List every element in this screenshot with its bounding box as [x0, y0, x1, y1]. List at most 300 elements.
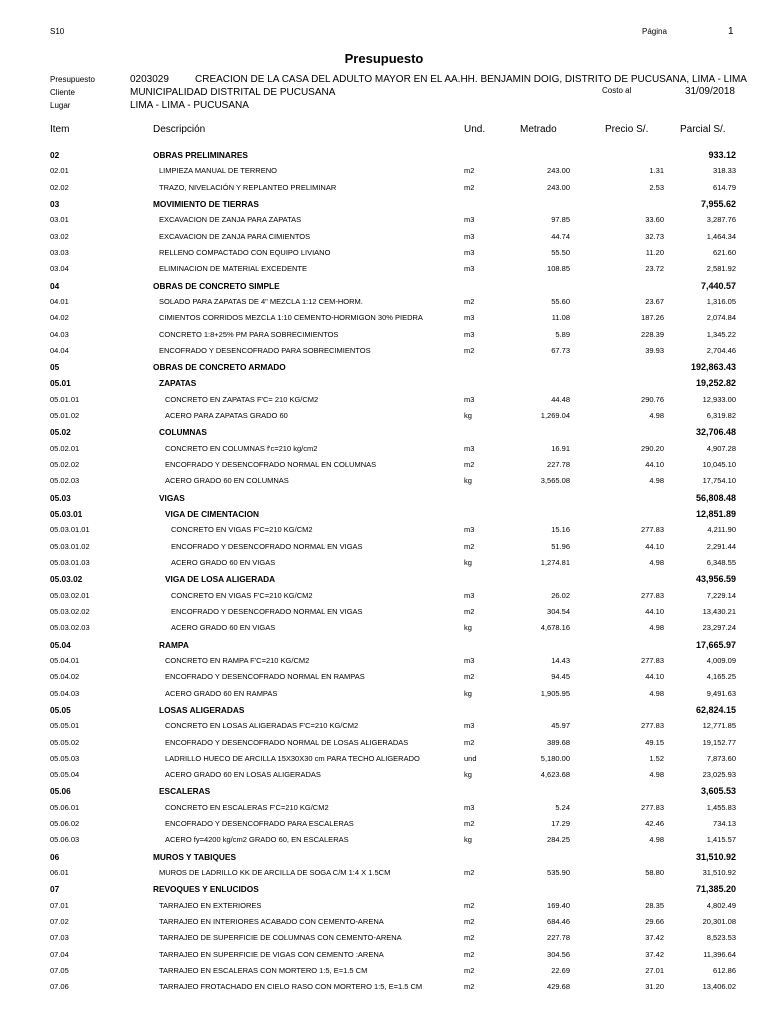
item-description: ZAPATAS: [159, 378, 197, 389]
item-description: MOVIMIENTO DE TIERRAS: [153, 198, 259, 209]
item-description: ENCOFRADO Y DESENCOFRADO NORMAL EN RAMPAS: [165, 672, 365, 682]
table-row: [0, 460, 768, 474]
table-row: [0, 868, 768, 882]
item-metrado: 1,274.81: [540, 558, 570, 567]
item-parcial: 12,771.85: [702, 721, 736, 731]
table-row: [0, 297, 768, 311]
table-row: [0, 183, 768, 197]
item-metrado: 1,269.04: [540, 411, 570, 421]
item-parcial: 9,491.63: [706, 688, 736, 698]
item-parcial: 19,152.77: [702, 737, 736, 747]
item-metrado: 11.08: [551, 313, 570, 323]
item-unit: m3: [464, 264, 475, 274]
item-description: MUROS DE LADRILLO KK DE ARCILLA DE SOGA C/M 1:4 X 1.5CM: [159, 868, 391, 878]
item-unit: m2: [464, 966, 475, 975]
item-unit: m2: [464, 933, 475, 943]
item-metrado: 55.60: [551, 296, 570, 306]
item-precio: 4.98: [649, 411, 664, 421]
item-description: VIGA DE LOSA ALIGERADA: [165, 574, 276, 585]
item-unit: m2: [464, 182, 475, 192]
item-code: 04.01: [50, 296, 69, 306]
item-unit: kg: [464, 770, 472, 780]
item-code: 05.02.01: [50, 443, 80, 453]
item-unit: m3: [464, 313, 475, 323]
item-description: CONCRETO EN ZAPATAS F'C= 210 KG/CM2: [165, 394, 319, 404]
item-unit: m3: [464, 655, 475, 665]
item-metrado: 94.45: [551, 672, 570, 682]
item-parcial: 933.12: [708, 150, 736, 160]
item-unit: m2: [464, 900, 475, 910]
item-precio: 290.20: [641, 443, 664, 453]
item-precio: 228.39: [641, 329, 664, 339]
item-unit: und: [464, 753, 477, 763]
item-metrado: 51.96: [551, 541, 570, 551]
item-metrado: 108.85: [547, 264, 570, 274]
item-description: ENCOFRADO Y DESENCOFRADO NORMAL EN VIGAS: [171, 606, 363, 616]
item-precio: 42.46: [645, 819, 664, 829]
page-title: Presupuesto: [344, 51, 424, 66]
item-metrado: 4,623.68: [540, 770, 570, 780]
item-code: 07.05: [50, 966, 69, 975]
table-row: [0, 362, 768, 376]
item-description: LADRILLO HUECO DE ARCILLA 15X30X30 cm PARA TECHO ALIGERADO: [165, 753, 420, 763]
item-parcial: 12,933.00: [702, 394, 736, 404]
item-precio: 28.35: [645, 900, 664, 910]
table-row: [0, 542, 768, 556]
presupuesto-label: Presupuesto: [50, 75, 95, 84]
table-row: [0, 852, 768, 866]
item-parcial: 17,665.97: [695, 639, 736, 650]
item-precio: 4.98: [649, 835, 664, 845]
item-description: ACERO GRADO 60 EN RAMPAS: [165, 688, 278, 698]
item-unit: m3: [464, 394, 475, 404]
item-description: TARRAJEO EN SUPERFICIE DE VIGAS CON CEMENTO :ARENA: [159, 949, 384, 959]
item-parcial: 62,824.15: [695, 704, 736, 715]
item-description: CONCRETO EN VIGAS F'C=210 KG/CM2: [171, 525, 313, 535]
item-code: 05.02.03: [50, 476, 80, 486]
item-code: 05.01.02: [50, 411, 80, 421]
item-unit: m3: [464, 231, 475, 241]
item-description: TRAZO, NIVELACIÓN Y REPLANTEO PRELIMINAR: [159, 182, 337, 192]
table-row: [0, 705, 768, 719]
item-precio: 1.31: [649, 166, 664, 176]
column-header-und: Und.: [464, 124, 486, 135]
item-precio: 4.98: [649, 623, 664, 633]
table-row: [0, 738, 768, 752]
item-code: 05.05.04: [50, 770, 80, 780]
item-code: 05.03.01.02: [50, 541, 90, 551]
item-unit: m2: [464, 949, 475, 959]
cliente-value: MUNICIPALIDAD DISTRITAL DE PUCUSANA: [130, 87, 336, 98]
table-row: [0, 395, 768, 409]
item-code: 07.06: [50, 982, 69, 992]
item-unit: m2: [464, 819, 475, 829]
item-parcial: 614.79: [713, 182, 736, 192]
column-header-item: Item: [50, 124, 70, 135]
item-unit: m3: [464, 329, 475, 339]
table-row: [0, 525, 768, 539]
item-parcial: 20,301.08: [702, 917, 736, 927]
item-description: TARRAJEO EN ESCALERAS CON MORTERO 1:5, E=1.5 CM: [159, 966, 368, 975]
item-unit: m2: [464, 541, 475, 551]
item-description: ACERO fy=4200 kg/cm2 GRADO 60, EN ESCALERAS: [165, 835, 349, 845]
item-description: ACERO GRADO 60 EN COLUMNAS: [165, 476, 289, 486]
item-precio: 4.98: [649, 558, 664, 567]
item-code: 03.02: [50, 231, 69, 241]
item-parcial: 8,523.53: [706, 933, 736, 943]
table-row: [0, 378, 768, 392]
item-metrado: 304.54: [547, 606, 570, 616]
item-code: 05.03.02.01: [50, 590, 90, 600]
item-code: 05.06.02: [50, 819, 80, 829]
item-metrado: 535.90: [547, 868, 570, 878]
item-parcial: 4,211.90: [707, 525, 736, 535]
item-parcial: 7,873.60: [706, 753, 736, 763]
item-code: 05.02: [50, 427, 71, 438]
presupuesto-code: 0203029: [130, 74, 169, 85]
item-description: VIGA DE CIMENTACION: [165, 509, 260, 520]
column-header-descripcion: Descripción: [153, 124, 206, 135]
item-description: EXCAVACION DE ZANJA PARA ZAPATAS: [159, 215, 302, 225]
item-code: 04.03: [50, 329, 69, 339]
item-parcial: 734.13: [713, 819, 736, 829]
item-metrado: 16.91: [551, 443, 570, 453]
item-unit: m2: [464, 606, 475, 616]
item-unit: m3: [464, 721, 475, 731]
table-row: [0, 232, 768, 246]
system-code: S10: [50, 27, 65, 36]
item-parcial: 6,348.55: [706, 558, 736, 567]
item-description: RELLENO COMPACTADO CON EQUIPO LIVIANO: [159, 247, 331, 257]
item-description: RAMPA: [159, 639, 189, 650]
item-parcial: 17,754.10: [702, 476, 736, 486]
item-parcial: 4,165.25: [706, 672, 736, 682]
item-parcial: 4,907.28: [706, 443, 736, 453]
table-row: [0, 835, 768, 849]
table-row: [0, 803, 768, 817]
item-code: 03.01: [50, 215, 69, 225]
column-header-metrado: Metrado: [520, 124, 557, 135]
item-precio: 37.42: [645, 933, 664, 943]
item-metrado: 26.02: [551, 590, 570, 600]
item-code: 06: [50, 851, 60, 862]
table-row: [0, 607, 768, 621]
table-row: [0, 330, 768, 344]
item-description: CONCRETO EN RAMPA F'C=210 KG/CM2: [165, 655, 310, 665]
costo-label: Costo al: [602, 86, 632, 95]
item-metrado: 15.16: [551, 525, 570, 535]
item-description: ACERO PARA ZAPATAS GRADO 60: [165, 411, 288, 421]
item-metrado: 227.78: [547, 460, 570, 470]
item-code: 07.03: [50, 933, 69, 943]
column-header-precio: Precio S/.: [605, 124, 649, 135]
item-description: TARRAJEO EN INTERIORES ACABADO CON CEMENTO-ARENA: [159, 917, 384, 927]
item-parcial: 612.86: [713, 966, 736, 975]
item-description: ACERO GRADO 60 EN VIGAS: [171, 623, 276, 633]
item-code: 05.05.02: [50, 737, 80, 747]
table-row: [0, 950, 768, 964]
item-metrado: 4,678.16: [540, 623, 570, 633]
item-precio: 1.52: [649, 753, 664, 763]
table-row: [0, 721, 768, 735]
table-row: [0, 444, 768, 458]
item-precio: 39.93: [645, 345, 664, 355]
table-row: [0, 640, 768, 654]
item-code: 05.06.01: [50, 802, 80, 812]
item-metrado: 97.85: [551, 215, 570, 225]
item-description: LOSAS ALIGERADAS: [159, 704, 245, 715]
item-parcial: 23,297.24: [702, 623, 736, 633]
column-header-parcial: Parcial S/.: [680, 124, 726, 135]
table-row: [0, 281, 768, 295]
item-metrado: 304.56: [547, 949, 570, 959]
item-parcial: 13,430.21: [702, 606, 736, 616]
item-code: 05.05.03: [50, 753, 80, 763]
item-parcial: 1,464.34: [706, 231, 736, 241]
table-row: [0, 264, 768, 278]
item-code: 05.01.01: [50, 394, 80, 404]
item-unit: m2: [464, 868, 475, 878]
item-unit: m2: [464, 982, 475, 992]
item-code: 05.03: [50, 492, 71, 503]
item-parcial: 56,808.48: [695, 492, 736, 503]
item-precio: 44.10: [645, 541, 664, 551]
table-row: [0, 558, 768, 572]
table-row: [0, 574, 768, 588]
item-parcial: 318.33: [713, 166, 736, 176]
item-code: 05.03.01: [50, 509, 83, 520]
item-description: ACERO GRADO 60 EN LOSAS ALIGERADAS: [165, 770, 321, 780]
item-code: 05: [50, 362, 60, 373]
item-parcial: 2,581.92: [706, 264, 736, 274]
item-description: ENCOFRADO Y DESENCOFRADO PARA SOBRECIMIENTOS: [159, 345, 371, 355]
item-parcial: 23,025.93: [702, 770, 736, 780]
item-description: SOLADO PARA ZAPATAS DE 4" MEZCLA 1:12 CEM-HORM.: [159, 296, 363, 306]
table-row: [0, 150, 768, 164]
item-precio: 23.72: [645, 264, 664, 274]
table-row: [0, 917, 768, 931]
item-description: TARRAJEO EN EXTERIORES: [159, 900, 262, 910]
item-code: 04.02: [50, 313, 69, 323]
item-precio: 277.83: [641, 655, 664, 665]
presupuesto-description: CREACION DE LA CASA DEL ADULTO MAYOR EN EL AA.HH. BENJAMIN DOIG, DISTRITO DE PUCUSANA, LIMA - LIMA: [195, 74, 747, 85]
table-row: [0, 754, 768, 768]
table-row: [0, 901, 768, 915]
item-metrado: 5.89: [555, 329, 570, 339]
item-parcial: 3,287.76: [706, 215, 736, 225]
table-row: [0, 689, 768, 703]
item-parcial: 2,704.46: [706, 345, 736, 355]
item-parcial: 31,510.92: [695, 851, 736, 862]
item-parcial: 1,415.57: [706, 835, 736, 845]
item-metrado: 169.40: [547, 900, 570, 910]
item-metrado: 429.68: [547, 982, 570, 992]
item-parcial: 1,345.22: [706, 329, 736, 339]
item-code: 02.01: [50, 166, 69, 176]
item-parcial: 43,956.59: [695, 574, 736, 585]
item-parcial: 13,406.02: [702, 982, 736, 992]
item-metrado: 389.68: [547, 737, 570, 747]
item-code: 06.01: [50, 868, 69, 878]
item-precio: 4.98: [649, 770, 664, 780]
item-description: CONCRETO EN LOSAS ALIGERADAS F'C=210 KG/CM2: [165, 721, 359, 731]
item-unit: m2: [464, 737, 475, 747]
item-parcial: 2,291.44: [706, 541, 736, 551]
table-row: [0, 672, 768, 686]
item-metrado: 284.25: [547, 835, 570, 845]
item-metrado: 44.74: [551, 231, 570, 241]
item-parcial: 31,510.92: [702, 868, 736, 878]
item-description: CIMIENTOS CORRIDOS MEZCLA 1:10 CEMENTO-HORMIGON 30% PIEDRA: [159, 313, 423, 323]
item-description: ENCOFRADO Y DESENCOFRADO NORMAL EN VIGAS: [171, 541, 363, 551]
item-precio: 277.83: [641, 590, 664, 600]
table-row: [0, 623, 768, 637]
item-metrado: 227.78: [547, 933, 570, 943]
item-description: CONCRETO EN VIGAS F'C=210 KG/CM2: [171, 590, 313, 600]
item-parcial: 2,074.84: [706, 313, 736, 323]
item-parcial: 7,955.62: [700, 198, 736, 209]
table-row: [0, 313, 768, 327]
item-description: ENCOFRADO Y DESENCOFRADO NORMAL EN COLUMNAS: [165, 460, 377, 470]
item-code: 05.05: [50, 704, 71, 715]
item-unit: m2: [464, 672, 475, 682]
item-code: 05.03.02.03: [50, 623, 90, 633]
page-number: 1: [728, 26, 734, 37]
table-row: [0, 476, 768, 490]
item-code: 03.03: [50, 247, 69, 257]
item-code: 02: [50, 150, 60, 160]
item-precio: 23.67: [645, 296, 664, 306]
item-code: 05.03.02.02: [50, 606, 90, 616]
item-precio: 33.60: [645, 215, 664, 225]
item-parcial: 11,396.64: [703, 949, 736, 959]
item-description: VIGAS: [159, 492, 185, 503]
item-description: CONCRETO EN COLUMNAS f'c=210 kg/cm2: [165, 443, 318, 453]
item-precio: 31.20: [645, 982, 664, 992]
table-row: [0, 786, 768, 800]
item-precio: 290.76: [641, 394, 664, 404]
item-parcial: 1,316.05: [706, 296, 736, 306]
item-precio: 44.10: [645, 606, 664, 616]
item-description: ESCALERAS: [159, 786, 211, 797]
item-unit: kg: [464, 623, 472, 633]
item-metrado: 22.69: [551, 966, 570, 975]
item-metrado: 1,905.95: [540, 688, 570, 698]
item-metrado: 44.48: [551, 394, 570, 404]
item-description: REVOQUES Y ENLUCIDOS: [153, 884, 259, 895]
item-description: EXCAVACION DE ZANJA PARA CIMIENTOS: [159, 231, 311, 241]
item-description: OBRAS PRELIMINARES: [153, 150, 248, 160]
item-unit: kg: [464, 476, 472, 486]
item-precio: 32.73: [645, 231, 664, 241]
item-code: 04.04: [50, 345, 69, 355]
item-precio: 4.98: [649, 688, 664, 698]
item-precio: 277.83: [641, 525, 664, 535]
item-precio: 187.26: [641, 313, 664, 323]
table-row: [0, 493, 768, 507]
table-row: [0, 427, 768, 441]
item-description: ACERO GRADO 60 EN VIGAS: [171, 558, 276, 567]
table-row: [0, 215, 768, 229]
item-parcial: 192,863.43: [690, 362, 736, 373]
table-row: [0, 966, 768, 980]
item-precio: 277.83: [641, 802, 664, 812]
item-code: 05.04.03: [50, 688, 80, 698]
item-unit: kg: [464, 835, 472, 845]
item-code: 05.04: [50, 639, 71, 650]
item-unit: m3: [464, 525, 475, 535]
table-row: [0, 166, 768, 180]
item-code: 07.04: [50, 949, 69, 959]
item-metrado: 5.24: [555, 802, 570, 812]
item-parcial: 71,385.20: [695, 884, 736, 895]
item-metrado: 17.29: [551, 819, 570, 829]
item-parcial: 7,229.14: [706, 590, 736, 600]
item-description: COLUMNAS: [159, 427, 207, 438]
item-unit: m2: [464, 917, 475, 927]
table-row: [0, 656, 768, 670]
table-row: [0, 248, 768, 262]
item-precio: 11.20: [645, 247, 664, 257]
item-metrado: 55.50: [551, 247, 570, 257]
item-code: 07: [50, 884, 60, 895]
item-precio: 27.01: [645, 966, 664, 975]
item-code: 05.06.03: [50, 835, 80, 845]
table-row: [0, 819, 768, 833]
item-metrado: 14.43: [551, 655, 570, 665]
cliente-label: Cliente: [50, 88, 75, 97]
item-metrado: 45.97: [551, 721, 570, 731]
item-metrado: 243.00: [547, 182, 570, 192]
item-unit: m3: [464, 443, 475, 453]
table-row: [0, 884, 768, 898]
item-unit: m3: [464, 247, 475, 257]
item-unit: m2: [464, 166, 475, 176]
item-metrado: 243.00: [547, 166, 570, 176]
item-parcial: 1,455.83: [706, 802, 736, 812]
item-code: 05.04.02: [50, 672, 80, 682]
item-description: ENCOFRADO Y DESENCOFRADO PARA ESCALERAS: [165, 819, 354, 829]
item-code: 03.04: [50, 264, 69, 274]
item-unit: kg: [464, 558, 472, 567]
item-unit: m2: [464, 296, 475, 306]
item-parcial: 10,045.10: [702, 460, 736, 470]
item-description: OBRAS DE CONCRETO SIMPLE: [153, 280, 280, 291]
item-parcial: 7,440.57: [700, 280, 736, 291]
item-description: TARRAJEO DE SUPERFICIE DE COLUMNAS CON CEMENTO-ARENA: [159, 933, 402, 943]
item-unit: m3: [464, 215, 475, 225]
item-metrado: 67.73: [551, 345, 570, 355]
item-parcial: 32,706.48: [695, 427, 736, 438]
table-row: [0, 199, 768, 213]
item-unit: m3: [464, 802, 475, 812]
item-parcial: 4,802.49: [706, 900, 736, 910]
item-code: 05.03.02: [50, 574, 83, 585]
table-row: [0, 411, 768, 425]
item-precio: 58.80: [645, 868, 664, 878]
item-code: 05.04.01: [50, 655, 80, 665]
item-code: 05.03.01.03: [50, 558, 90, 567]
item-code: 05.03.01.01: [50, 525, 90, 535]
item-description: CONCRETO EN ESCALERAS F'C=210 KG/CM2: [165, 802, 329, 812]
item-description: LIMPIEZA MANUAL DE TERRENO: [159, 166, 277, 176]
item-code: 03: [50, 198, 60, 209]
table-row: [0, 933, 768, 947]
item-description: CONCRETO 1:8+25% PM PARA SOBRECIMIENTOS: [159, 329, 339, 339]
table-row: [0, 982, 768, 996]
item-unit: m2: [464, 345, 475, 355]
page-label: Página: [642, 27, 667, 36]
